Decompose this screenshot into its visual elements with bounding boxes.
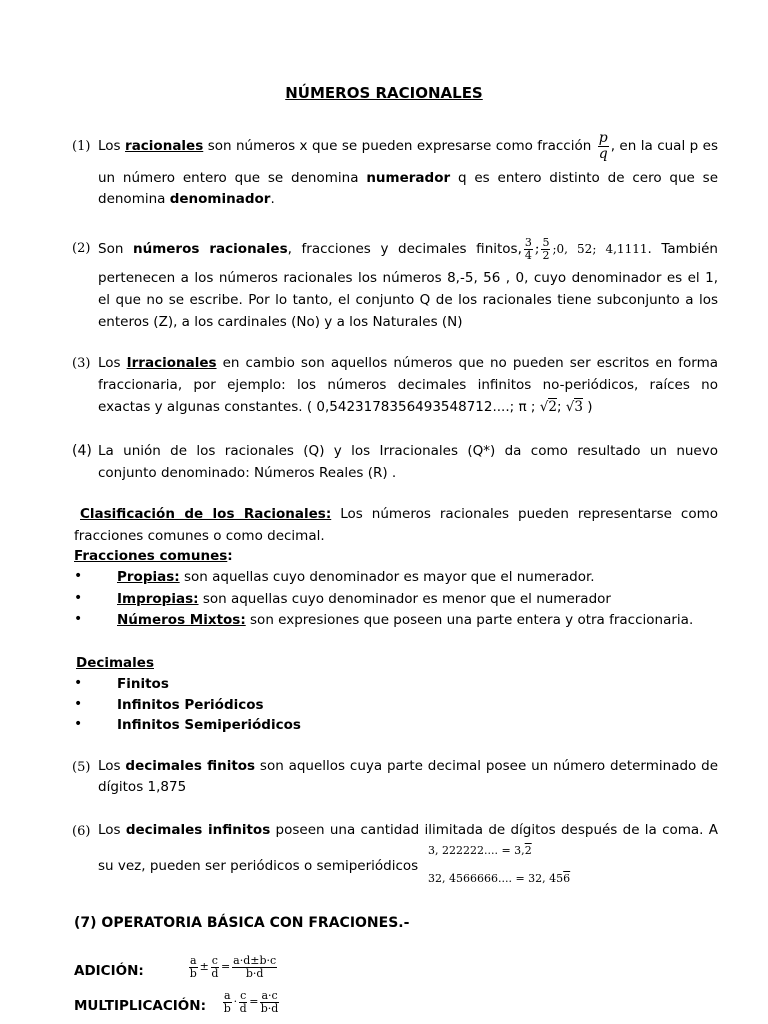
periodic-example: 3, 222222.... = 3,2 <box>428 844 532 857</box>
page-title: NÚMEROS RACIONALES <box>285 84 483 102</box>
bullet-icon: • <box>74 675 83 691</box>
p3-line-2: fraccionaria, por ejemplo: los números decimales infinitos no-periódicos, raíces no <box>98 377 718 393</box>
item-number: (6) <box>72 824 91 839</box>
list-item: Números Mixtos: son expresiones que poseen una parte entera y otra fraccionaria. <box>117 612 694 628</box>
p4-line-2: conjunto denominado: Números Reales (R) . <box>98 465 397 481</box>
list-item: Finitos <box>117 676 169 692</box>
section-7-heading: (7) OPERATORIA BÁSICA CON FRACIONES.- <box>74 915 410 931</box>
p2-line-2: pertenecen a los números racionales los números 8,-5, 56 , 0, cuyo denominador es el 1, <box>98 270 718 286</box>
addition-label: ADICIÓN: <box>74 963 144 979</box>
classification-line-2: fracciones comunes o como decimal. <box>74 528 325 544</box>
p4-line-1: La unión de los racionales (Q) y los Irracionales (Q*) da como resultado un nuevo <box>98 443 718 459</box>
p1-line-3: denomina denominador. <box>98 191 275 207</box>
semiperiodic-example: 32, 4566666.... = 32, 456 <box>428 872 571 885</box>
p5-line-2: dígitos 1,875 <box>98 779 187 795</box>
classification-line-1: Clasificación de los Racionales: Los números racionales pueden representarse como <box>80 506 718 522</box>
item-number: (5) <box>72 760 91 775</box>
p2-line-4: enteros (Z), a los cardinales (No) y a los Naturales (N) <box>98 314 463 330</box>
decimals-heading: Decimales <box>76 655 154 671</box>
classification-heading: Clasificación de los Racionales: <box>80 506 332 522</box>
p6-line-2: su vez, pueden ser periódicos o semiperiódicos <box>98 858 419 874</box>
bullet-icon: • <box>74 568 83 584</box>
p3-line-1: Los Irracionales en cambio son aquellos números que no pueden ser escritos en forma <box>98 355 718 371</box>
p1-line-2: un número entero que se denomina numerador q es entero distinto de cero que se <box>98 170 718 186</box>
bullet-icon: • <box>74 716 83 732</box>
item-number: (1) <box>72 139 91 154</box>
bullet-icon: • <box>74 696 83 712</box>
list-item: Infinitos Semiperiódicos <box>117 717 301 733</box>
list-item: Infinitos Periódicos <box>117 697 264 713</box>
p2-line-1: Son números racionales, fracciones y decimales finitos, $\frac{3}{4}$ ; $\frac{5}{2}$ ;0, 52; 4,1111. También <box>98 235 718 262</box>
item-number: (2) <box>72 241 91 256</box>
bullet-icon: • <box>74 611 83 627</box>
common-fractions-heading: Fracciones comunes: <box>74 548 233 564</box>
p1-line-1: Los racionales son números x que se pueden expresarse como fracción $\frac{p}{q}$ , en la cual p es <box>98 129 719 162</box>
multiplication-label: MULTIPLICACIÓN: <box>74 998 206 1014</box>
list-item: Propias: son aquellas cuyo denominador es mayor que el numerador. <box>117 569 595 585</box>
item-number: (3) <box>72 356 91 371</box>
p6-line-1: Los decimales infinitos poseen una cantidad ilimitada de dígitos después de la coma. A <box>98 822 718 838</box>
bullet-icon: • <box>74 590 83 606</box>
item-number: (4) <box>72 443 92 459</box>
list-item: Impropias: son aquellas cuyo denominador es menor que el numerador <box>117 591 611 607</box>
multiplication-expression: $\frac{a}{b}$ · $\frac{c}{d}$ = $\frac{a\cdot c}{b\cdot d}$ <box>223 989 279 1015</box>
p3-line-3: exactas y algunas constantes. ( 0,5423178356493548712....; π ; √2; √3 ) <box>98 399 593 415</box>
p5-line-1: Los decimales finitos son aquellos cuya parte decimal posee un número determinado de <box>98 758 718 774</box>
addition-expression: $\frac{a}{b}$ ± $\frac{c}{d}$ = $\frac{a\cdot d\pm b\cdot c}{b\cdot d}$ <box>189 954 277 980</box>
p2-line-3: el que no se escribe. Por lo tanto, el conjunto Q de los racionales tiene subconjunto a los <box>98 292 718 308</box>
